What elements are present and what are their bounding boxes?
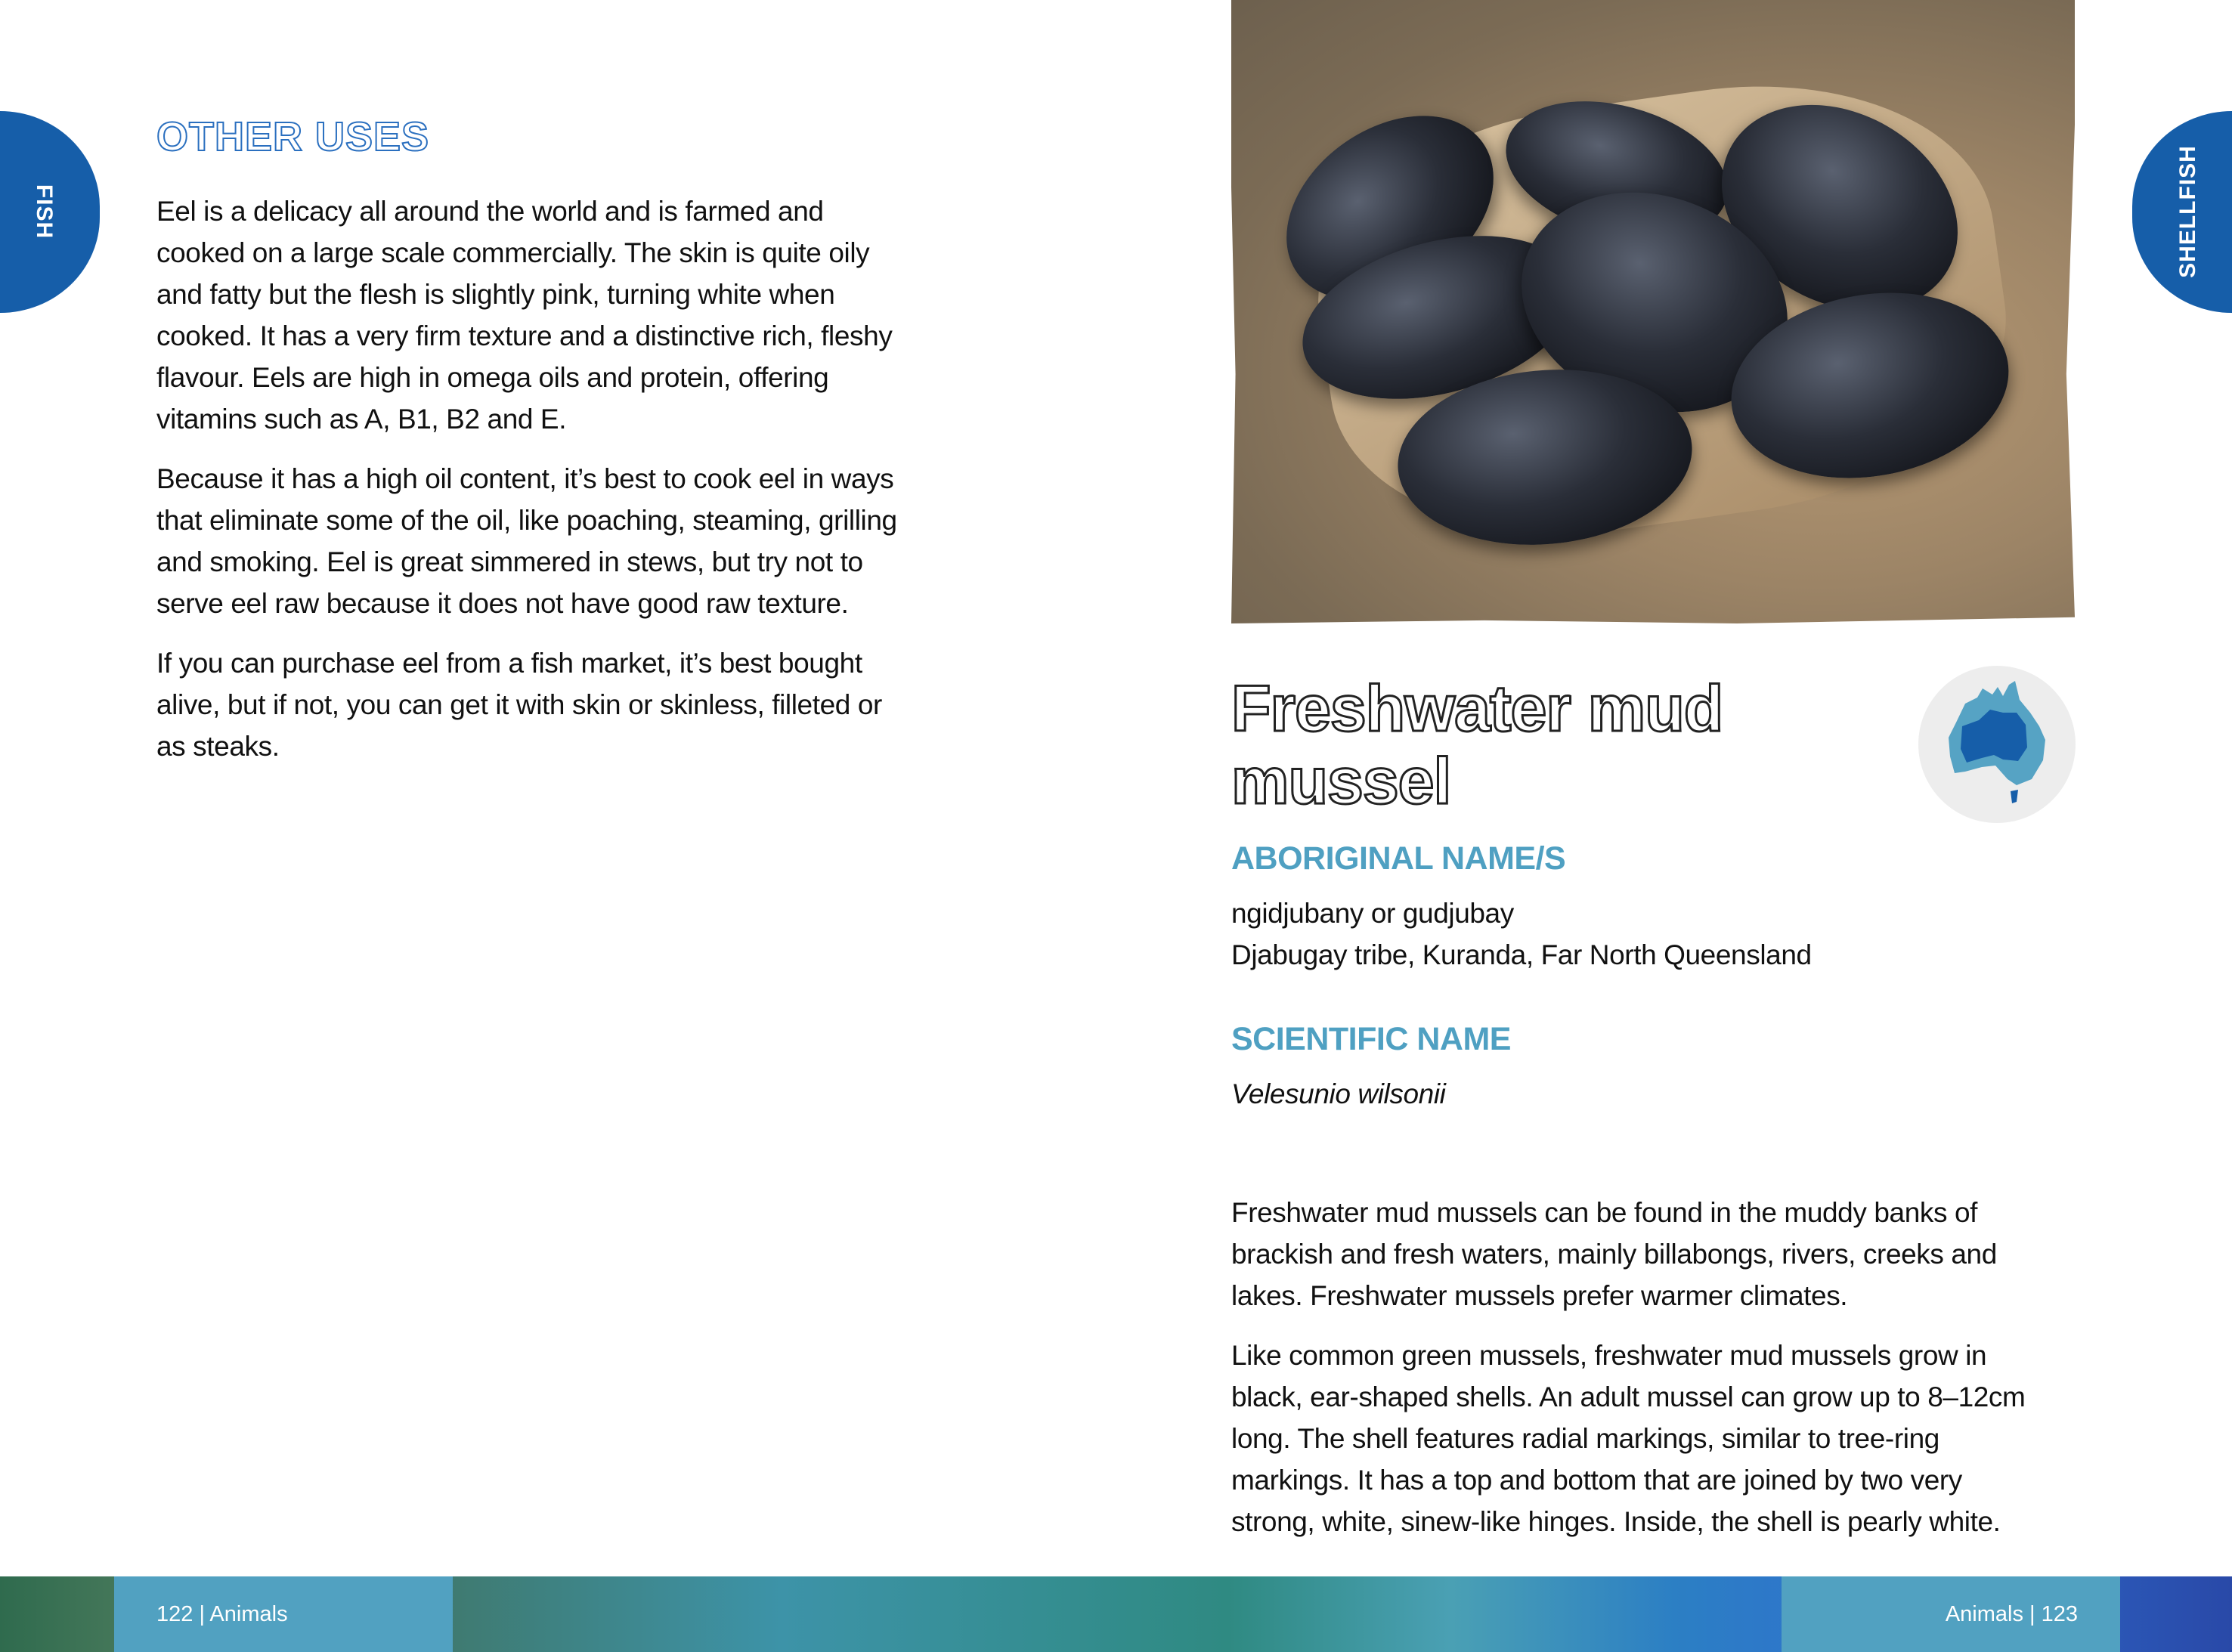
- text-line: markings. It has a top and bottom that are joined by two very: [1231, 1465, 1962, 1496]
- title-line: Freshwater mud: [1231, 673, 1723, 745]
- text-line: alive, but if not, you can get it with skin or skinless, filleted or: [156, 689, 882, 720]
- aboriginal-name-origin: Djabugay tribe, Kuranda, Far North Queensland: [1231, 939, 1812, 970]
- text-line: that eliminate some of the oil, like poaching, steaming, grilling: [156, 505, 897, 536]
- paragraph: [1231, 1335, 2025, 1542]
- text-line: black, ear-shaped shells. An adult mussel can grow up to 8–12cm: [1231, 1381, 2026, 1412]
- text-line: brackish and fresh waters, mainly billabongs, rivers, creeks and: [1231, 1239, 1997, 1270]
- distribution-map: [1918, 666, 2076, 823]
- text-line: as steaks.: [156, 731, 280, 762]
- right-body: [1231, 1192, 2025, 1561]
- footer-left: [114, 1576, 453, 1652]
- text-line: vitamins such as A, B1, B2 and E.: [156, 404, 567, 435]
- text-line: lakes. Freshwater mussels prefer warmer climates.: [1231, 1280, 1848, 1311]
- section-tab-shellfish: [2132, 111, 2232, 313]
- scientific-name-heading: SCIENTIFIC NAME: [1231, 1021, 1511, 1057]
- text-line: and fatty but the flesh is slightly pink, turning white when: [156, 279, 835, 310]
- paragraph: [156, 458, 897, 624]
- paragraph: [156, 642, 897, 767]
- other-uses-heading: OTHER USES: [156, 114, 430, 159]
- paragraph: [1231, 1192, 2025, 1316]
- text-line: If you can purchase eel from a fish market, it’s best bought: [156, 648, 862, 679]
- page-number-right: Animals | 123: [1945, 1602, 2078, 1626]
- section-tab-fish: [0, 111, 100, 313]
- title-line: mussel: [1231, 745, 1451, 818]
- aboriginal-names: [1231, 893, 1812, 976]
- text-line: Like common green mussels, freshwater mud mussels grow in: [1231, 1340, 1987, 1371]
- text-line: and smoking. Eel is great simmered in stews, but try not to: [156, 546, 863, 577]
- aboriginal-name: ngidjubany or gudjubay: [1231, 898, 1514, 929]
- scientific-name: Velesunio wilsonii: [1231, 1078, 1446, 1109]
- text-line: cooked. It has a very firm texture and a distinctive rich, fleshy: [156, 320, 893, 351]
- text-line: Freshwater mud mussels can be found in the muddy banks of: [1231, 1197, 1978, 1228]
- footer-right: [1782, 1576, 2120, 1652]
- section-tab-label: FISH: [32, 184, 57, 240]
- text-line: long. The shell features radial markings, similar to tree-ring: [1231, 1423, 1939, 1454]
- species-title: [1231, 673, 1723, 818]
- mussels-photo: [1231, 0, 2075, 623]
- text-line: Eel is a delicacy all around the world and is farmed and: [156, 196, 824, 227]
- page-number-left: 122 | Animals: [156, 1602, 288, 1626]
- text-line: strong, white, sinew-like hinges. Inside, the shell is pearly white.: [1231, 1506, 2001, 1537]
- text-line: flavour. Eels are high in omega oils and protein, offering: [156, 362, 829, 393]
- paragraph: [156, 190, 897, 440]
- text-line: serve eel raw because it does not have good raw texture.: [156, 588, 849, 619]
- text-line: Because it has a high oil content, it’s best to cook eel in ways: [156, 463, 894, 494]
- text-line: cooked on a large scale commercially. The skin is quite oily: [156, 237, 870, 268]
- left-body: [156, 190, 897, 785]
- aboriginal-name-heading: ABORIGINAL NAME/S: [1231, 840, 1566, 877]
- australia-map-icon: [1918, 666, 2076, 823]
- section-tab-label: SHELLFISH: [2175, 145, 2200, 278]
